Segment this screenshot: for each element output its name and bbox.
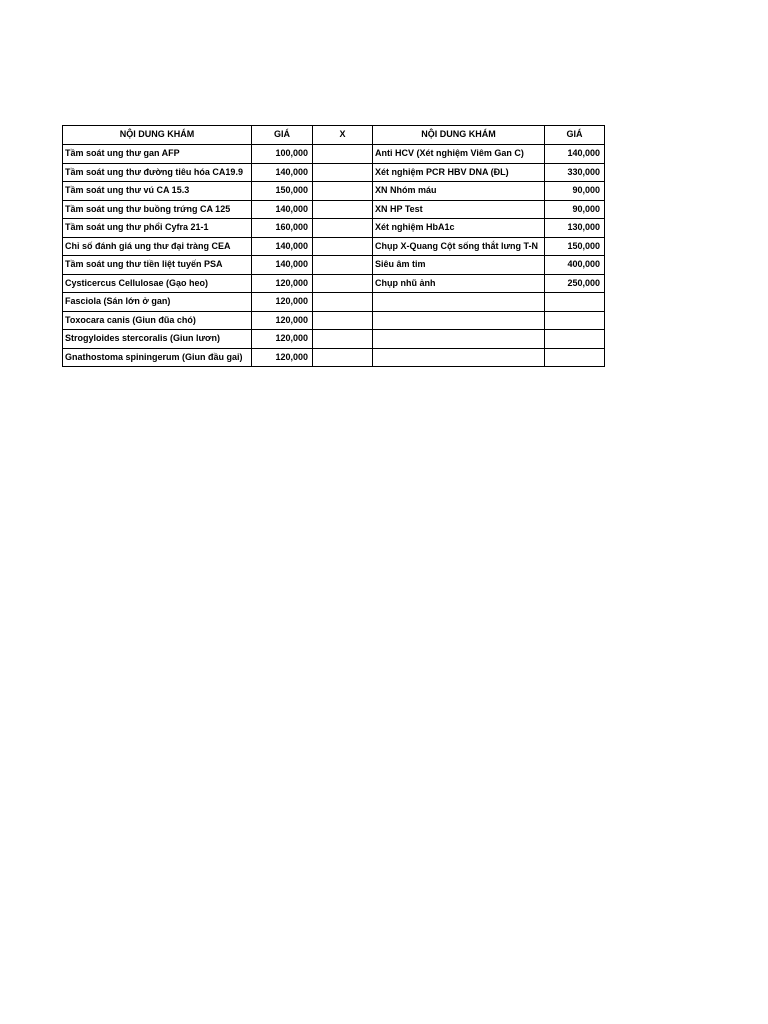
- right-item-price: 90,000: [545, 200, 605, 219]
- left-item-price: 140,000: [252, 237, 313, 256]
- price-table: [62, 125, 605, 367]
- table-row: [63, 256, 605, 275]
- header-right-content: NỘI DUNG KHÁM: [373, 126, 545, 145]
- header-left-price: GIÁ: [252, 126, 313, 145]
- right-item-price: 130,000: [545, 219, 605, 238]
- right-item-price: 250,000: [545, 274, 605, 293]
- right-item-name: Chụp X-Quang Cột sống thắt lưng T-N: [373, 237, 545, 256]
- left-item-price: 120,000: [252, 293, 313, 312]
- left-item-price: 150,000: [252, 182, 313, 201]
- mark-cell: [313, 293, 373, 312]
- right-item-name: Xét nghiệm PCR HBV DNA (ĐL): [373, 163, 545, 182]
- right-item-name: [373, 293, 545, 312]
- mark-cell: [313, 163, 373, 182]
- right-item-name: XN HP Test: [373, 200, 545, 219]
- left-item-name: Chỉ số đánh giá ung thư đại tràng CEA: [63, 237, 252, 256]
- left-item-name: Gnathostoma spiningerum (Giun đầu gai): [63, 348, 252, 367]
- mark-cell: [313, 348, 373, 367]
- left-item-name: Tầm soát ung thư vú CA 15.3: [63, 182, 252, 201]
- mark-cell: [313, 330, 373, 349]
- left-item-price: 120,000: [252, 274, 313, 293]
- left-item-name: Fasciola (Sán lớn ở gan): [63, 293, 252, 312]
- left-item-name: Tầm soát ung thư phổi Cyfra 21-1: [63, 219, 252, 238]
- mark-cell: [313, 274, 373, 293]
- right-item-name: Anti HCV (Xét nghiệm Viêm Gan C): [373, 145, 545, 164]
- table-row: [63, 274, 605, 293]
- table-row: [63, 330, 605, 349]
- mark-cell: [313, 256, 373, 275]
- table-row: [63, 237, 605, 256]
- right-item-price: [545, 330, 605, 349]
- right-item-name: [373, 311, 545, 330]
- table-row: [63, 182, 605, 201]
- table-row: [63, 348, 605, 367]
- table-row: [63, 163, 605, 182]
- right-item-name: Chụp nhũ ảnh: [373, 274, 545, 293]
- mark-cell: [313, 145, 373, 164]
- header-right-price: GIÁ: [545, 126, 605, 145]
- left-item-name: Toxocara canis (Giun đũa chó): [63, 311, 252, 330]
- table-row: [63, 145, 605, 164]
- header-mark: X: [313, 126, 373, 145]
- right-item-name: [373, 348, 545, 367]
- right-item-price: 400,000: [545, 256, 605, 275]
- left-item-price: 140,000: [252, 163, 313, 182]
- table-row: [63, 200, 605, 219]
- right-item-price: [545, 348, 605, 367]
- table-row: [63, 293, 605, 312]
- header-row: [63, 126, 605, 145]
- mark-cell: [313, 219, 373, 238]
- right-item-price: [545, 293, 605, 312]
- left-item-price: 100,000: [252, 145, 313, 164]
- table-row: [63, 219, 605, 238]
- mark-cell: [313, 237, 373, 256]
- right-item-name: [373, 330, 545, 349]
- right-item-price: 140,000: [545, 145, 605, 164]
- left-item-price: 140,000: [252, 200, 313, 219]
- left-item-name: Strogyloides stercoralis (Giun lươn): [63, 330, 252, 349]
- table-body: [63, 145, 605, 367]
- header-left-content: NỘI DUNG KHÁM: [63, 126, 252, 145]
- right-item-price: [545, 311, 605, 330]
- right-item-name: XN Nhóm máu: [373, 182, 545, 201]
- right-item-name: Xét nghiệm HbA1c: [373, 219, 545, 238]
- table-row: [63, 311, 605, 330]
- mark-cell: [313, 200, 373, 219]
- left-item-price: 120,000: [252, 311, 313, 330]
- left-item-name: Tầm soát ung thư đường tiêu hóa CA19.9: [63, 163, 252, 182]
- right-item-price: 150,000: [545, 237, 605, 256]
- left-item-name: Cysticercus Cellulosae (Gạo heo): [63, 274, 252, 293]
- left-item-price: 120,000: [252, 348, 313, 367]
- right-item-price: 330,000: [545, 163, 605, 182]
- left-item-name: Tầm soát ung thư gan AFP: [63, 145, 252, 164]
- left-item-price: 120,000: [252, 330, 313, 349]
- right-item-price: 90,000: [545, 182, 605, 201]
- left-item-name: Tầm soát ung thư tiền liệt tuyến PSA: [63, 256, 252, 275]
- mark-cell: [313, 311, 373, 330]
- right-item-name: Siêu âm tim: [373, 256, 545, 275]
- left-item-price: 160,000: [252, 219, 313, 238]
- left-item-price: 140,000: [252, 256, 313, 275]
- left-item-name: Tầm soát ung thư buồng trứng CA 125: [63, 200, 252, 219]
- mark-cell: [313, 182, 373, 201]
